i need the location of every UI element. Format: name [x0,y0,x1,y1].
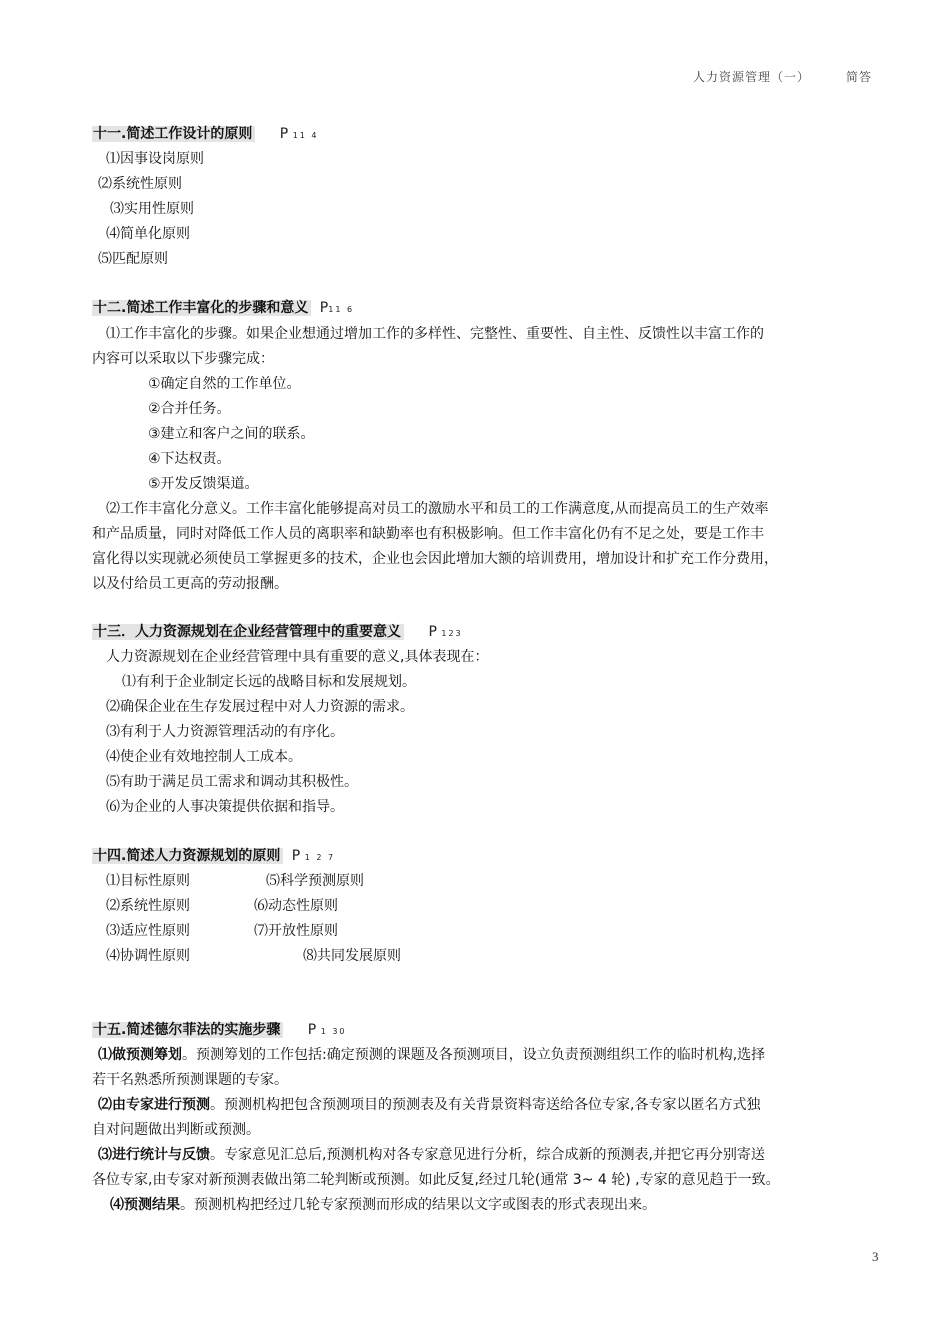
list-item: ⑹动态性原则 [254,898,338,914]
paragraph-line: ⑵由专家进行预测。预测机构把包含预测项目的预测表及有关背景资料寄送给各位专家,各专家以匿名方式独 [98,1097,761,1113]
header-subtitle: 简答 [846,70,873,84]
paragraph-line: ⑴工作丰富化的步骤。如果企业想通过增加工作的多样性、完整性、重要性、自主性、反馈性以丰富工作的 [106,326,764,342]
paragraph-line: 和产品质量，同时对降低工作人员的离职率和缺勤率也有积极影响。但工作丰富化仍有不足之处，要是工作丰 [92,526,764,542]
paragraph-line: ⑷预测结果。预测机构把经过几轮专家预测而形成的结果以文字或图表的形式表现出来。 [110,1197,656,1213]
list-item: ①确定自然的工作单位。 [148,376,301,392]
list-item: ⑷简单化原则 [106,226,190,242]
paragraph-line: 富化得以实现就必须使员工掌握更多的技术，企业也会因此增加大额的培训费用，增加设计和扩充工作分费用， [92,551,778,567]
list-item: ⑸匹配原则 [98,251,168,267]
section-14-page-ref: P 1 2 7 [291,848,336,864]
section-12-page-ref: P11 6 [319,300,355,316]
list-item: ⑸科学预测原则 [266,873,364,889]
step-label: ⑶进行统计与反馈 [98,1147,210,1163]
section-11-page-ref: P 11 4 [279,126,319,142]
section-13-title: 十三．人力资源规划在企业经营管理中的重要意义 [92,624,404,640]
paragraph-line: 人力资源规划在企业经营管理中具有重要的意义,具体表现在： [106,649,489,665]
list-item: ⑷使企业有效地控制人工成本。 [106,749,302,765]
list-item: ③建立和客户之间的联系。 [148,426,315,442]
list-item: ④下达权责。 [148,451,231,467]
section-13-heading-line [92,622,463,644]
section-11-title: 十一.简述工作设计的原则 [92,126,255,142]
paragraph-line: 若干名熟悉所预测课题的专家。 [92,1072,288,1088]
section-14-heading-line [92,846,335,868]
section-11-heading-line [92,124,319,146]
step-label: ⑵由专家进行预测 [98,1097,210,1113]
list-item: ⑹为企业的人事决策提供依据和指导。 [106,799,344,815]
section-15-title: 十五.简述德尔菲法的实施步骤 [92,1022,283,1038]
paragraph-line: ⑵工作丰富化分意义。工作丰富化能够提高对员工的激励水平和员工的工作满意度,从而提高员工的生产效率 [106,501,769,517]
section-12-heading-line [92,298,354,320]
list-item: ⑴目标性原则 [106,873,190,889]
list-item: ⑴因事设岗原则 [106,151,204,167]
list-item: ⑻共同发展原则 [303,948,401,964]
step-label: ⑷预测结果 [110,1197,180,1213]
header-title: 人力资源管理（一） [693,70,811,84]
paragraph-line: ⑴做预测筹划。预测筹划的工作包括:确定预测的课题及各预测项目，设立负责预测组织工作的临时机构,选择 [98,1047,766,1063]
list-item: ⑵系统性原则 [106,898,190,914]
page-header [693,68,893,85]
list-item: ⑶适应性原则 [106,923,190,939]
list-item: ⑵确保企业在生存发展过程中对人力资源的需求。 [106,699,414,715]
paragraph-line: 内容可以采取以下步骤完成： [92,351,274,367]
section-14-title: 十四.简述人力资源规划的原则 [92,848,283,864]
list-item: ⑤开发反馈渠道。 [148,476,259,492]
section-15-heading-line [92,1020,347,1042]
step-label: ⑴做预测筹划 [98,1047,182,1063]
list-item: ⑺开放性原则 [254,923,338,939]
list-item: ⑸有助于满足员工需求和调动其积极性。 [106,774,358,790]
list-item: ⑴有利于企业制定长远的战略目标和发展规划。 [122,674,416,690]
list-item: ⑶实用性原则 [110,201,194,217]
page-number: 3 [872,1249,879,1264]
paragraph-line: 自对问题做出判断或预测。 [92,1122,260,1138]
list-item: ⑶有利于人力资源管理活动的有序化。 [106,724,344,740]
paragraph-line: 各位专家,由专家对新预测表做出第二轮判断或预测。如此反复,经过几轮(通常 3~ 4 轮) ,专家的意见趋于一致。 [92,1172,780,1188]
list-item: ⑷协调性原则 [106,948,190,964]
section-12-title: 十二.简述工作丰富化的步骤和意义 [92,300,311,316]
paragraph-line: 以及付给员工更高的劳动报酬。 [92,576,288,592]
list-item: ②合并任务。 [148,401,231,417]
section-13-page-ref: P 123 [428,624,463,640]
section-15-page-ref: P 1 30 [307,1022,347,1038]
list-item: ⑵系统性原则 [98,176,182,192]
paragraph-line: ⑶进行统计与反馈。专家意见汇总后,预测机构对各专家意见进行分析，综合成新的预测表,并把它再分别寄送 [98,1147,765,1163]
